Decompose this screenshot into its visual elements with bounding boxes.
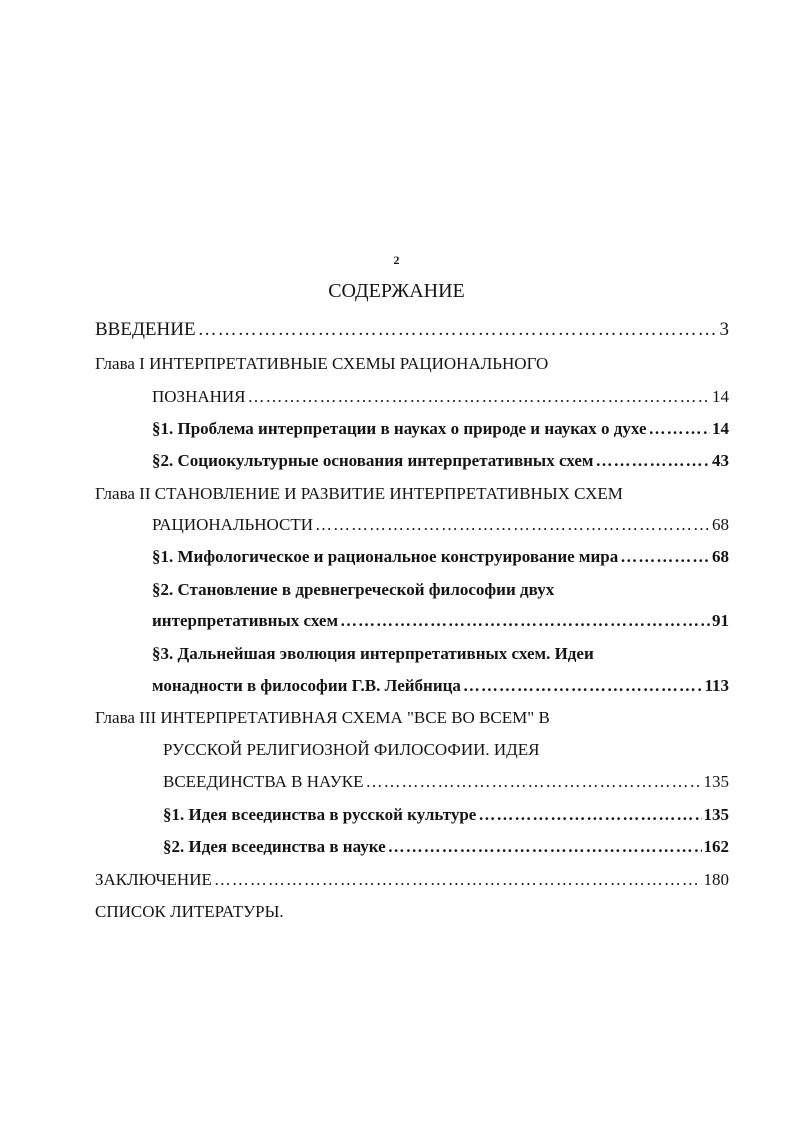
toc-leader-dots <box>366 768 702 796</box>
toc-ch2-section-2-line1: §2. Становление в древнегреческой философии двух <box>152 580 555 599</box>
toc-page-number: 113 <box>704 676 729 695</box>
toc-entry-chapter-3 <box>163 768 729 796</box>
toc-entry-text: монадности в философии Г.В. Лейбница <box>152 676 461 695</box>
toc-page-number: 180 <box>703 870 729 889</box>
toc-chapter-3-title-line2: РУССКОЙ РЕЛИГИОЗНОЙ ФИЛОСОФИИ. ИДЕЯ <box>163 740 540 759</box>
toc-entry-text: §2. Идея всеединства в науке <box>163 837 386 856</box>
toc-page-number: 68 <box>712 515 729 534</box>
page-title: СОДЕРЖАНИЕ <box>328 280 465 302</box>
toc-entry-text: §1. Проблема интерпретации в науках о природе и науках о духе <box>152 419 647 438</box>
toc-page-number: 3 <box>719 319 729 340</box>
toc-leader-dots <box>463 672 703 700</box>
toc-leader-dots <box>340 607 710 635</box>
toc-entry-ch1-section-1 <box>152 415 729 443</box>
toc-leader-dots <box>315 511 710 539</box>
toc-entry-text: ПОЗНАНИЯ <box>152 387 246 406</box>
toc-entry-text: §2. Социокультурные основания интерпретативных схем <box>152 451 594 470</box>
toc-leader-dots <box>198 316 718 344</box>
toc-page-number: 68 <box>712 547 729 566</box>
toc-leader-dots <box>595 447 710 475</box>
toc-entry-references: СПИСОК ЛИТЕРАТУРЫ. <box>95 902 284 921</box>
toc-entry-text: интерпретативных схем <box>152 611 339 630</box>
toc-page-number: 91 <box>712 611 729 630</box>
toc-page-number: 135 <box>703 772 729 791</box>
toc-chapter-2-title-line1: Глава II СТАНОВЛЕНИЕ И РАЗВИТИЕ ИНТЕРПРЕТАТИВНЫХ СХЕМ <box>95 484 623 503</box>
toc-leader-dots <box>248 383 710 411</box>
toc-page-number: 162 <box>703 837 729 856</box>
toc-entry-introduction <box>95 316 729 344</box>
toc-entry-chapter-1 <box>152 383 729 411</box>
toc-entry-text: ЗАКЛЮЧЕНИЕ <box>95 870 212 889</box>
toc-entry-conclusion <box>95 866 729 894</box>
toc-entry-ch2-section-1 <box>152 543 729 571</box>
toc-chapter-3-title-line1: Глава III ИНТЕРПРЕТАТИВНАЯ СХЕМА "ВСЕ ВО ВСЕМ" В <box>95 708 550 727</box>
toc-page-number: 43 <box>712 451 729 470</box>
toc-page-number: 14 <box>712 387 729 406</box>
toc-entry-chapter-2 <box>152 511 729 539</box>
toc-entry-text: ВСЕЕДИНСТВА В НАУКЕ <box>163 772 364 791</box>
toc-leader-dots <box>214 866 702 894</box>
toc-entry-ch3-section-1 <box>163 801 729 829</box>
toc-entry-text: РАЦИОНАЛЬНОСТИ <box>152 515 313 534</box>
toc-page-number: 14 <box>712 419 729 438</box>
toc-entry-text: ВВЕДЕНИЕ <box>95 319 196 340</box>
toc-chapter-1-title-line1: Глава I ИНТЕРПРЕТАТИВНЫЕ СХЕМЫ РАЦИОНАЛЬНОГО <box>95 354 549 373</box>
toc-page-number: 135 <box>703 805 729 824</box>
toc-entry-text: §1. Мифологическое и рациональное конструирование мира <box>152 547 619 566</box>
toc-leader-dots <box>388 833 702 861</box>
toc-leader-dots <box>620 543 710 571</box>
toc-entry-ch3-section-2 <box>163 833 729 861</box>
toc-entry-ch2-section-3 <box>152 672 729 700</box>
toc-leader-dots <box>649 415 710 443</box>
toc-leader-dots <box>478 801 701 829</box>
toc-entry-text: §1. Идея всеединства в русской культуре <box>163 805 477 824</box>
toc-entry-ch1-section-2 <box>152 447 729 475</box>
toc-ch2-section-3-line1: §3. Дальнейшая эволюция интерпретативных схем. Идеи <box>152 644 594 663</box>
toc-entry-ch2-section-2 <box>152 607 729 635</box>
page-number: 2 <box>393 253 400 267</box>
